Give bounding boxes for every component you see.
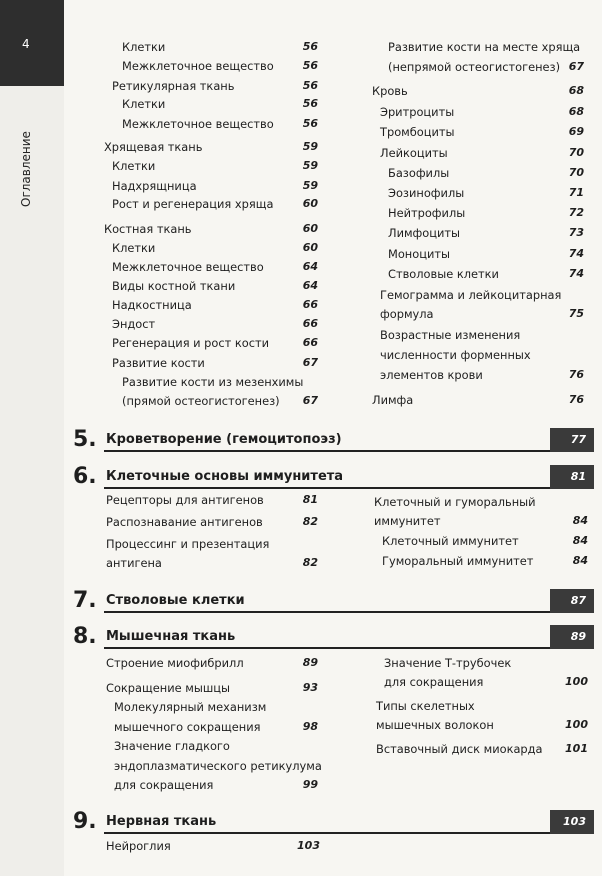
toc-entry[interactable]: Гуморальный иммунитет (382, 554, 534, 568)
toc-entry-page[interactable]: 71 (568, 186, 584, 199)
toc-entry[interactable]: Базофилы (388, 166, 450, 180)
section-page-box[interactable]: 89 (550, 625, 594, 649)
toc-entry-page[interactable]: 66 (302, 317, 318, 330)
toc-entry-page[interactable]: 74 (568, 247, 584, 260)
toc-entry[interactable]: мышечного сокращения (114, 720, 261, 734)
toc-entry[interactable]: Эндост (112, 317, 156, 331)
toc-entry-page[interactable]: 82 (302, 556, 318, 569)
vertical-title-wrap (6, 100, 46, 210)
toc-entry[interactable]: Виды костной ткани (112, 279, 236, 293)
toc-entry-page[interactable]: 99 (302, 778, 318, 791)
toc-entry-page[interactable]: 59 (302, 179, 318, 192)
toc-entry-page[interactable]: 56 (302, 97, 318, 110)
toc-entry[interactable]: Вставочный диск миокарда (376, 742, 543, 756)
toc-entry[interactable]: (непрямой остеогистогенез) (388, 60, 561, 74)
page-number-box (0, 0, 64, 86)
toc-entry-page[interactable]: 68 (568, 105, 584, 118)
toc-entry-page[interactable]: 81 (302, 493, 318, 506)
toc-entry[interactable]: Сокращение мышцы (106, 681, 230, 695)
toc-entry[interactable]: Лимфа (372, 393, 414, 407)
section-page-box[interactable]: 87 (550, 589, 594, 613)
toc-entry[interactable]: мышечных волокон (376, 718, 494, 732)
toc-entry-page[interactable]: 60 (302, 241, 318, 254)
toc-entry[interactable]: для сокращения (384, 675, 484, 689)
section-title[interactable]: Нервная ткань (106, 814, 217, 829)
toc-entry[interactable]: Хрящевая ткань (104, 140, 203, 154)
toc-entry-page[interactable]: 66 (302, 336, 318, 349)
toc-entry[interactable]: Стволовые клетки (388, 267, 499, 281)
toc-entry-page[interactable]: 60 (302, 222, 318, 235)
toc-entry[interactable]: Процессинг и презентация (106, 537, 270, 551)
toc-entry-page[interactable]: 75 (568, 307, 584, 320)
toc-entry[interactable]: (прямой остеогистогенез) (122, 394, 280, 408)
toc-entry[interactable]: Межклеточное вещество (122, 59, 274, 73)
toc-entry[interactable]: Развитие кости на месте хряща (388, 40, 581, 54)
toc-entry-page[interactable]: 68 (568, 84, 584, 97)
toc-entry-page[interactable]: 100 (565, 718, 588, 731)
toc-entry[interactable]: Моноциты (388, 247, 450, 261)
section-title[interactable]: Клеточные основы иммунитета (106, 469, 344, 484)
section-page-box[interactable]: 81 (550, 465, 594, 489)
section-number[interactable]: 9. (73, 809, 97, 834)
section-rule (104, 647, 550, 649)
toc-entry[interactable]: Строение миофибрилл (106, 656, 244, 670)
page-number: 4 (22, 37, 30, 51)
section-number[interactable]: 6. (73, 464, 97, 489)
toc-entry[interactable]: Клетки (122, 97, 166, 111)
toc-entry-page[interactable]: 89 (302, 656, 318, 669)
vertical-title: Оглавление (19, 131, 33, 207)
section-rule (104, 611, 550, 613)
toc-entry-page[interactable]: 66 (302, 298, 318, 311)
toc-entry[interactable]: Рецепторы для антигенов (106, 493, 264, 507)
section-number[interactable]: 8. (73, 624, 97, 649)
toc-entry[interactable]: Надхрящница (112, 179, 197, 193)
toc-entry-page[interactable]: 59 (302, 140, 318, 153)
toc-entry-page[interactable]: 56 (302, 40, 318, 53)
section-page-box[interactable]: 103 (550, 810, 594, 834)
toc-entry[interactable]: Эритроциты (380, 105, 455, 119)
toc-entry[interactable]: Клеточный иммунитет (382, 534, 519, 548)
toc-entry-page[interactable]: 76 (568, 368, 584, 381)
toc-entry-page[interactable]: 73 (568, 226, 584, 239)
toc-entry[interactable]: Нейтрофилы (388, 206, 466, 220)
section-title[interactable]: Стволовые клетки (106, 593, 245, 608)
toc-entry-page[interactable]: 98 (302, 720, 318, 733)
toc-entry-page[interactable]: 60 (302, 197, 318, 210)
toc-entry[interactable]: Клеточный и гуморальный (374, 495, 536, 509)
toc-entry-page[interactable]: 72 (568, 206, 584, 219)
section-rule (104, 487, 550, 489)
toc-entry-page[interactable]: 64 (302, 279, 318, 292)
section-page-box[interactable]: 77 (550, 428, 594, 452)
toc-entry-page[interactable]: 70 (568, 146, 584, 159)
toc-entry[interactable]: Нейроглия (106, 839, 171, 853)
toc-entry[interactable]: Лейкоциты (380, 146, 448, 160)
toc-entry-page[interactable]: 100 (565, 675, 588, 688)
toc-entry[interactable]: элементов крови (380, 368, 483, 382)
toc-entry-page[interactable]: 67 (302, 394, 318, 407)
toc-entry[interactable]: антигена (106, 556, 162, 570)
toc-entry-page[interactable]: 93 (302, 681, 318, 694)
toc-entry[interactable]: Возрастные изменения (380, 328, 521, 342)
toc-entry[interactable]: численности форменных (380, 348, 531, 362)
toc-entry-page[interactable]: 84 (572, 514, 588, 527)
toc-entry-page[interactable]: 76 (568, 393, 584, 406)
toc-entry[interactable]: Клетки (112, 241, 156, 255)
toc-entry[interactable]: Кровь (372, 84, 408, 98)
toc-entry[interactable]: Межклеточное вещество (122, 117, 274, 131)
toc-entry-page[interactable]: 59 (302, 159, 318, 172)
toc-entry[interactable]: Ретикулярная ткань (112, 79, 235, 93)
toc-entry[interactable]: Клетки (122, 40, 166, 54)
toc-entry-page[interactable]: 56 (302, 117, 318, 130)
toc-entry-page[interactable]: 84 (572, 534, 588, 547)
toc-entry-page[interactable]: 67 (568, 60, 584, 73)
toc-entry-page[interactable]: 82 (302, 515, 318, 528)
toc-entry-page[interactable]: 74 (568, 267, 584, 280)
toc-entry[interactable]: иммунитет (374, 514, 441, 528)
toc-entry-page[interactable]: 56 (302, 59, 318, 72)
toc-entry-page[interactable]: 69 (568, 125, 584, 138)
toc-entry[interactable]: Клетки (112, 159, 156, 173)
toc-entry[interactable]: Эозинофилы (388, 186, 465, 200)
toc-entry[interactable]: Тромбоциты (380, 125, 455, 139)
toc-entry-page[interactable]: 101 (565, 742, 588, 755)
section-title[interactable]: Кроветворение (гемоцитопоэз) (106, 432, 342, 447)
toc-entry[interactable]: эндоплазматического ретикулума (114, 759, 322, 773)
toc-entry[interactable]: Значение гладкого (114, 739, 230, 753)
toc-entry[interactable]: Межклеточное вещество (112, 260, 264, 274)
toc-entry[interactable]: Распознавание антигенов (106, 515, 263, 529)
toc-entry[interactable]: Типы скелетных (376, 699, 475, 713)
toc-entry[interactable]: Развитие кости (112, 356, 205, 370)
toc-entry[interactable]: Молекулярный механизм (114, 700, 267, 714)
toc-entry-page[interactable]: 70 (568, 166, 584, 179)
toc-entry-page[interactable]: 84 (572, 554, 588, 567)
toc-entry[interactable]: Костная ткань (104, 222, 192, 236)
toc-entry[interactable]: Гемограмма и лейкоцитарная (380, 288, 562, 302)
toc-entry[interactable]: формула (380, 307, 434, 321)
section-number[interactable]: 7. (73, 588, 97, 613)
toc-entry[interactable]: Значение Т-трубочек (384, 656, 512, 670)
toc-entry-page[interactable]: 56 (302, 79, 318, 92)
toc-entry[interactable]: Развитие кости из мезенхимы (122, 375, 304, 389)
toc-entry[interactable]: Регенерация и рост кости (112, 336, 270, 350)
toc-entry[interactable]: Рост и регенерация хряща (112, 197, 274, 211)
toc-entry[interactable]: Надкостница (112, 298, 192, 312)
toc-entry[interactable]: Лимфоциты (388, 226, 461, 240)
section-number[interactable]: 5. (73, 427, 97, 452)
toc-entry-page[interactable]: 67 (302, 356, 318, 369)
toc-entry-page[interactable]: 103 (297, 839, 320, 852)
toc-entry-page[interactable]: 64 (302, 260, 318, 273)
toc-entry[interactable]: для сокращения (114, 778, 214, 792)
section-rule (104, 832, 550, 834)
section-title[interactable]: Мышечная ткань (106, 629, 236, 644)
section-rule (104, 450, 550, 452)
